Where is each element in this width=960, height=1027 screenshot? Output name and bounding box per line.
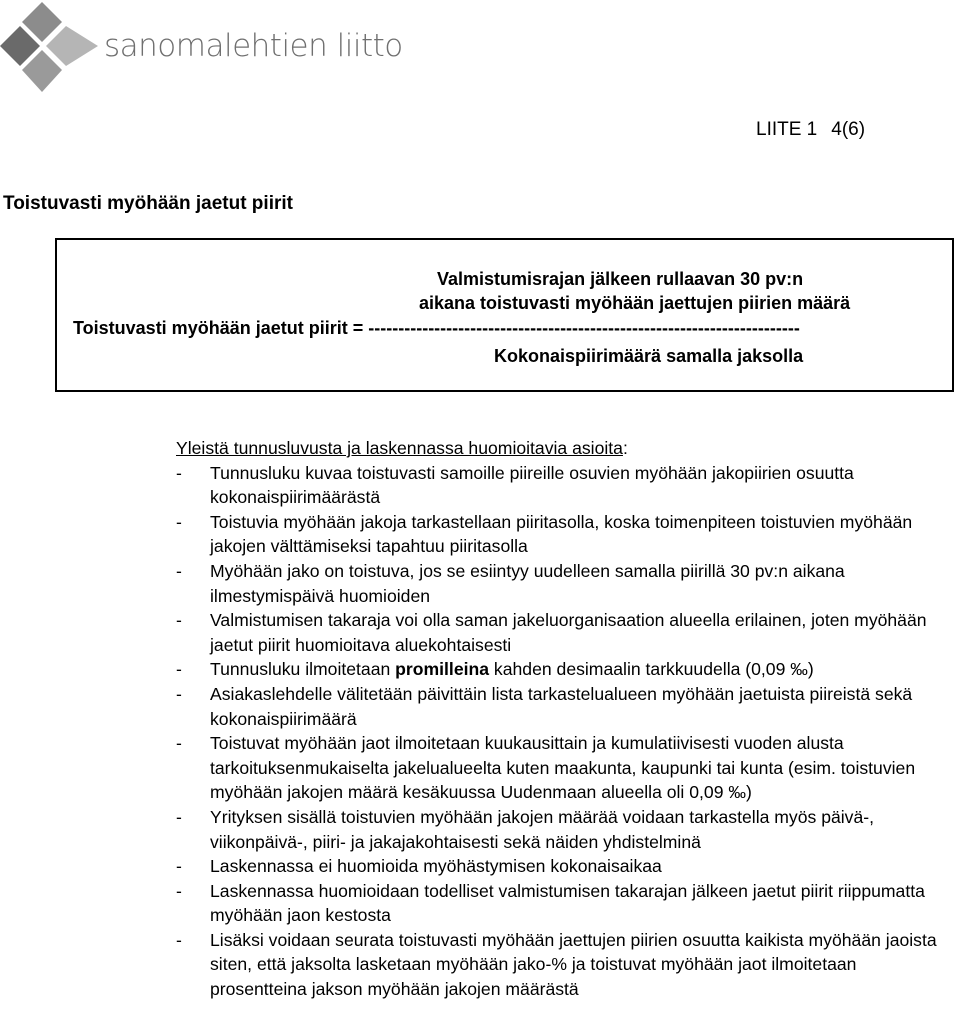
formula-numerator-line-2: aikana toistuvasti myöhään jaettujen piirien määrä xyxy=(419,293,851,313)
list-item-text: Asiakaslehdelle välitetään päivittäin lista tarkastelualueen myöhään jaetuista piireistä sekä kokonaispiirimäärä xyxy=(210,683,913,729)
formula-lhs: Toistuvasti myöhään jaetut piirit = xyxy=(73,318,364,338)
list-dash: - xyxy=(176,462,182,483)
appendix-header xyxy=(756,119,865,141)
list-item-text: Laskennassa ei huomioida myöhästymisen kokonaisaikaa xyxy=(210,856,662,877)
list-item xyxy=(176,510,951,559)
list-item-text: Lisäksi voidaan seurata toistuvasti myöhään jaettujen piirien osuutta kaikista myöhään jaoista siten, että jaksolta lasketaan myöhään jako-% ja toistuvat myöhään jaot ilmoitetaan prosentteina jakson myöhään jakojen määrästä xyxy=(210,929,937,1000)
formula-numerator-line-1: Valmistumisrajan jälkeen rullaavan 30 pv:n xyxy=(437,269,804,289)
list-item xyxy=(176,854,951,879)
list-item xyxy=(176,608,951,657)
list-item-text: Toistuvat myöhään jaot ilmoitetaan kuukausittain ja kumulatiivisesti vuoden alusta tarkoituksenmukaiselta jakelualueelta kuten maakunta, kaupunki tai kunta (esim. toistuvien myöhään jakojen määrä kesäkuussa Uudenmaan alueella oli 0,09 ‰) xyxy=(210,733,916,803)
list-item-text: Laskennassa huomioidaan todelliset valmistumisen takarajan jälkeen jaetut piirit riippumatta myöhään jaon kestosta xyxy=(210,880,925,926)
list-dash: - xyxy=(176,929,182,950)
notes-heading-colon: : xyxy=(622,438,628,458)
appendix-label: LIITE 1 xyxy=(756,119,818,140)
formula-denominator: Kokonaispiirimäärä samalla jaksolla xyxy=(494,346,804,366)
list-item-text: Tunnusluku kuvaa toistuvasti samoille piireille osuvien myöhään jakopiirien osuutta kokonaispiirimäärästä xyxy=(210,462,854,508)
list-item-emphasis: promilleina xyxy=(395,659,490,680)
list-dash: - xyxy=(176,560,182,581)
list-item xyxy=(176,559,951,608)
list-dash: - xyxy=(176,511,182,532)
section-title: Toistuvasti myöhään jaetut piirit xyxy=(3,193,293,214)
list-item xyxy=(176,928,951,1002)
formula-equation-line xyxy=(73,317,800,339)
logo-diamond-right xyxy=(46,26,98,66)
list-item xyxy=(176,805,951,854)
notes-list xyxy=(176,461,951,1002)
list-dash: - xyxy=(176,733,182,754)
list-item-text-post: kahden desimaalin tarkkuudella (0,09 ‰) xyxy=(489,659,814,680)
logo-icon xyxy=(0,0,100,96)
list-dash: - xyxy=(176,683,182,704)
list-dash: - xyxy=(176,610,182,631)
list-item-text: Valmistumisen takaraja voi olla saman jakeluorganisaation alueella erilainen, joten myöhään jaetut piirit huomioitava aluekohtaisesti xyxy=(210,610,927,655)
list-dash: - xyxy=(176,659,182,680)
list-item-text-pre: Tunnusluku ilmoitetaan xyxy=(210,659,396,680)
list-item xyxy=(176,682,951,731)
list-dash: - xyxy=(176,880,182,901)
list-item-text: Myöhään jako on toistuva, jos se esiintyy uudelleen samalla piirillä 30 pv:n aikana ilmestymispäivä huomioiden xyxy=(210,560,845,606)
list-item-text xyxy=(210,657,951,682)
list-dash: - xyxy=(176,856,182,877)
notes-heading-wrap xyxy=(176,436,951,461)
list-item xyxy=(176,879,951,928)
notes-heading: Yleistä tunnusluvusta ja laskennassa huomioitavia asioita xyxy=(176,438,623,458)
formula-fraction-bar: ------------------------------------------------------------------------ xyxy=(368,318,800,338)
logo-text: sanomalehtien liitto xyxy=(104,28,403,64)
formula-box xyxy=(55,238,954,392)
notes-section xyxy=(176,436,951,1002)
list-item xyxy=(176,731,951,805)
list-item-text: Toistuvia myöhään jakoja tarkastellaan piiritasolla, koska toimenpiteen toistuvien myöhään jakojen välttämiseksi tapahtuu piiritasolla xyxy=(210,511,913,557)
list-item xyxy=(176,461,951,510)
list-item xyxy=(176,657,951,682)
list-item-text: Yrityksen sisällä toistuvien myöhään jakojen määrää voidaan tarkastella myös päivä-, viikonpäivä-, piiri- ja jakajakohtaisesti sekä näiden yhdistelminä xyxy=(210,806,875,852)
list-dash: - xyxy=(176,806,182,827)
page-number: 4(6) xyxy=(831,119,866,140)
